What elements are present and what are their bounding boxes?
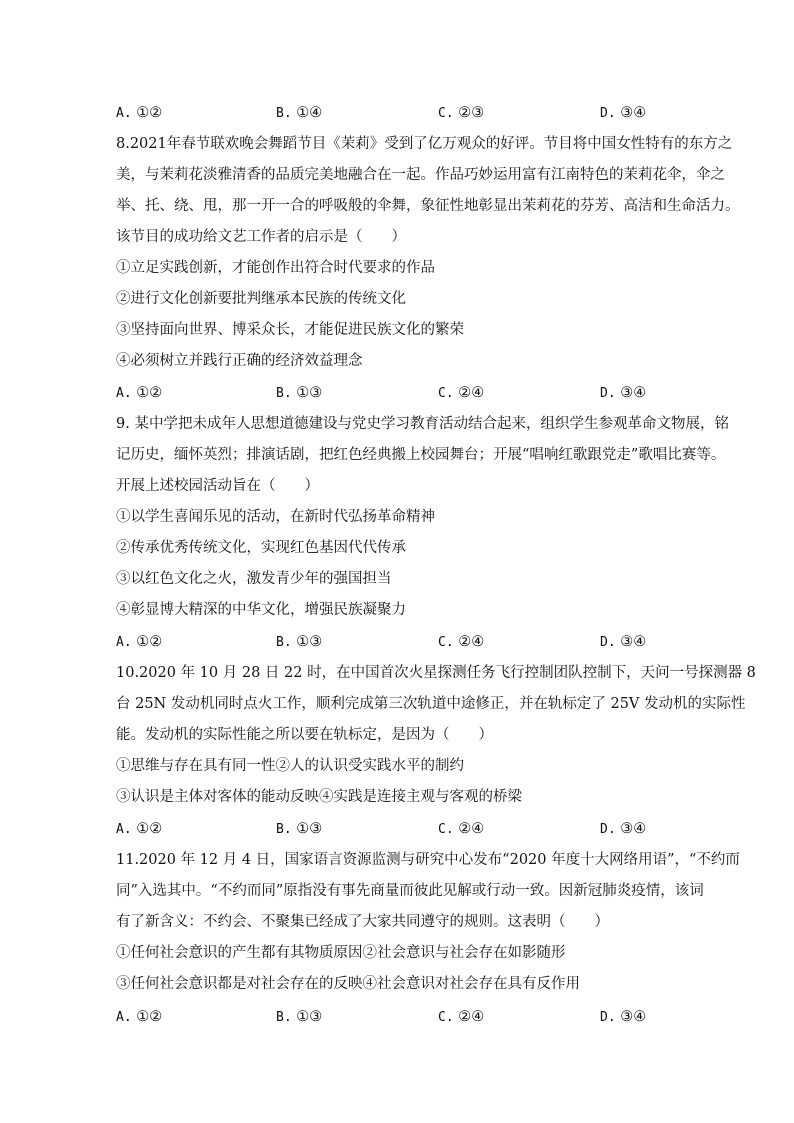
q10-options (116, 819, 716, 839)
option-d: D. ③④ (600, 1009, 647, 1025)
q11-stem-line: 11.2020 年 12 月 4 日，国家语言资源监测与研究中心发布“2020 年度十大网络用语”，“不约而 (116, 852, 740, 868)
q9-statement: ④彰显博大精深的中华文化，增强民族凝聚力 (116, 602, 406, 618)
q8-statement: ③坚持面向世界、博采众长，才能促进民族文化的繁荣 (116, 322, 464, 338)
q8-stem-line: 该节目的成功给文艺工作者的启示是（ ） (116, 229, 406, 245)
q8-statement: ①立足实践创新，才能创作出符合时代要求的作品 (116, 260, 435, 276)
option-c: C. ②③ (438, 105, 485, 121)
q9-statement: ②传承优秀传统文化，实现红色基因代代传承 (116, 540, 406, 556)
option-b: B. ①④ (276, 105, 323, 121)
option-c: C. ②④ (438, 385, 485, 401)
option-b: B. ①③ (276, 1009, 323, 1025)
q10-stem-line: 10.2020 年 10 月 28 日 22 时，在中国首次火星探测任务飞行控制团队控制下，天问一号探测器 8 (116, 665, 756, 681)
q11-statement: ①任何社会意识的产生都有其物质原因②社会意识与社会存在如影随形 (116, 945, 566, 961)
option-c: C. ②④ (438, 634, 485, 650)
q9-statement: ①以学生喜闻乐见的活动，在新时代弘扬革命精神 (116, 509, 435, 525)
option-a: A. ①② (116, 1009, 163, 1025)
option-a: A. ①② (116, 385, 163, 401)
option-a: A. ①② (116, 634, 163, 650)
option-a: A. ①② (116, 821, 163, 837)
option-d: D. ③④ (600, 105, 647, 121)
option-a: A. ①② (116, 105, 163, 121)
q8-stem-line: 举、托、绕、甩，那一开一合的呼吸般的伞舞，象征性地彰显出茉莉花的芬芳、高洁和生命活力。 (116, 198, 740, 214)
option-b: B. ①③ (276, 385, 323, 401)
q8-statement: ④必须树立并践行正确的经济效益理念 (116, 353, 363, 369)
q11-statement: ③任何社会意识都是对社会存在的反映④社会意识对社会存在具有反作用 (116, 976, 580, 992)
q11-stem-line: 同”入选其中。“不约而同”原指没有事先商量而彼此见解或行动一致。因新冠肺炎疫情，该词 (116, 883, 704, 899)
option-d: D. ③④ (600, 385, 647, 401)
q11-options (116, 1007, 716, 1027)
q9-stem-line: 记历史，缅怀英烈；排演话剧，把红色经典搬上校园舞台；开展“唱响红歌跟党走”歌唱比赛等。 (116, 447, 726, 463)
q8-statement: ②进行文化创新要批判继承本民族的传统文化 (116, 291, 406, 307)
q9-stem-line: 9. 某中学把未成年人思想道德建设与党史学习教育活动结合起来，组织学生参观革命文物展，铭 (116, 416, 729, 432)
q10-statement: ③认识是主体对客体的能动反映④实践是连接主观与客观的桥梁 (116, 789, 522, 805)
q7-options (116, 103, 716, 123)
q11-stem-line: 有了新含义：不约会、不聚集已经成了大家共同遵守的规则。这表明（ ） (116, 914, 609, 930)
q9-options (116, 632, 716, 652)
q8-stem-line: 美，与茉莉花淡雅清香的品质完美地融合在一起。作品巧妙运用富有江南特色的茉莉花伞，伞之 (116, 167, 725, 183)
q10-stem-line: 能。发动机的实际性能之所以要在轨标定，是因为（ ） (116, 727, 493, 743)
q9-stem-line: 开展上述校园活动旨在（ ） (116, 478, 319, 494)
q10-statement: ①思维与存在具有同一性②人的认识受实践水平的制约 (116, 758, 464, 774)
option-b: B. ①③ (276, 821, 323, 837)
q8-stem-line: 8.2021年春节联欢晚会舞蹈节目《茉莉》受到了亿万观众的好评。节目将中国女性特有的东方之 (116, 136, 733, 152)
option-d: D. ③④ (600, 634, 647, 650)
option-c: C. ②④ (438, 821, 485, 837)
q10-stem-line: 台 25N 发动机同时点火工作，顺利完成第三次轨道中途修正，并在轨标定了 25V 发动机的实际性 (116, 696, 746, 712)
option-d: D. ③④ (600, 821, 647, 837)
option-b: B. ①③ (276, 634, 323, 650)
q9-statement: ③以红色文化之火，激发青少年的强国担当 (116, 571, 392, 587)
option-c: C. ②④ (438, 1009, 485, 1025)
q8-options (116, 383, 716, 403)
